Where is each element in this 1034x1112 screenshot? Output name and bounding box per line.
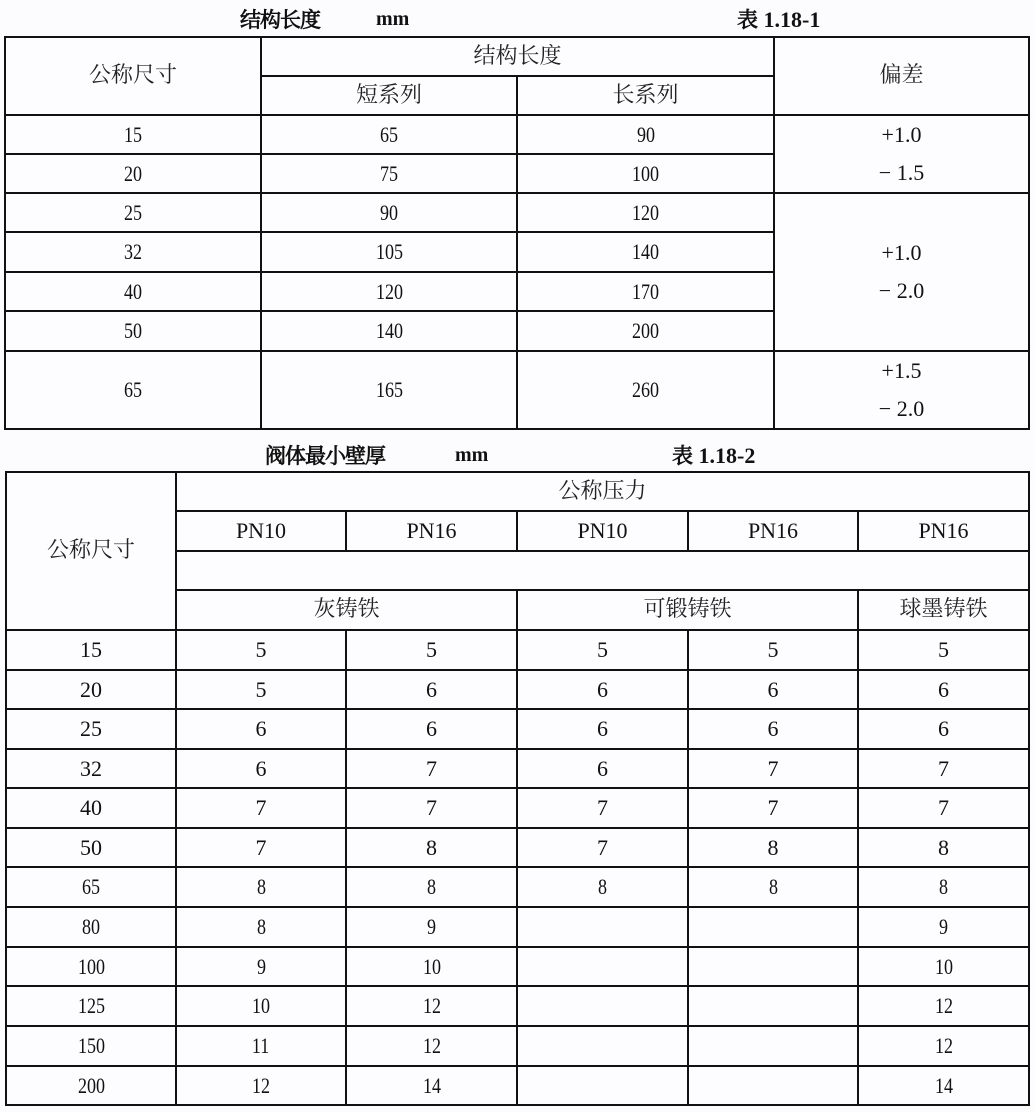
table-row xyxy=(6,630,1029,670)
cell-long: 260 xyxy=(517,351,774,429)
cell-value: 10 xyxy=(858,947,1029,986)
header-material-gray-iron: 灰铸铁 xyxy=(176,590,517,630)
table-row xyxy=(6,867,1029,907)
cell-value: 14 xyxy=(346,1066,517,1105)
header-empty-row xyxy=(176,551,1029,590)
cell-value xyxy=(688,986,858,1026)
table-row xyxy=(6,749,1029,788)
table2-number-value: 1.18-2 xyxy=(698,443,756,468)
cell-value: 12 xyxy=(346,1026,517,1066)
cell-value: 9 xyxy=(858,907,1029,947)
cell-value: 7 xyxy=(858,788,1029,828)
cell-value: 9 xyxy=(176,947,346,986)
header-long-series: 长系列 xyxy=(517,76,774,115)
table-row xyxy=(5,115,1029,154)
cell-value: 6 xyxy=(346,709,517,749)
table-row xyxy=(6,670,1029,709)
cell-short: 165 xyxy=(261,351,517,429)
cell-value: 12 xyxy=(858,986,1029,1026)
cell-size: 65 xyxy=(5,351,261,429)
table-row xyxy=(5,351,1029,429)
table2-number-prefix: 表 xyxy=(672,444,693,468)
cell-value: 6 xyxy=(688,670,858,709)
table-row xyxy=(6,986,1029,1026)
cell-value: 12 xyxy=(858,1026,1029,1066)
cell-value: 14 xyxy=(858,1066,1029,1105)
cell-value: 5 xyxy=(346,630,517,670)
cell-size: 125 xyxy=(6,986,176,1026)
cell-value: 8 xyxy=(517,867,688,907)
cell-value: 8 xyxy=(176,867,346,907)
cell-value: 9 xyxy=(346,907,517,947)
cell-size: 100 xyxy=(6,947,176,986)
cell-value: 10 xyxy=(176,986,346,1026)
cell-value xyxy=(517,1026,688,1066)
cell-value: 8 xyxy=(688,867,858,907)
cell-short: 105 xyxy=(261,232,517,272)
cell-size: 200 xyxy=(6,1066,176,1105)
cell-value: 6 xyxy=(858,670,1029,709)
table-row xyxy=(6,907,1029,947)
table-row xyxy=(6,788,1029,828)
cell-value xyxy=(517,986,688,1026)
cell-size: 32 xyxy=(5,232,261,272)
header-material-malleable-iron: 可锻铸铁 xyxy=(517,590,858,630)
cell-value: 6 xyxy=(517,709,688,749)
table1-unit: mm xyxy=(376,8,410,30)
cell-value: 8 xyxy=(176,907,346,947)
cell-value: 5 xyxy=(517,630,688,670)
table-row xyxy=(6,947,1029,986)
cell-value: 7 xyxy=(517,788,688,828)
cell-long: 170 xyxy=(517,272,774,311)
cell-value: 8 xyxy=(858,867,1029,907)
cell-size: 150 xyxy=(6,1026,176,1066)
cell-long: 140 xyxy=(517,232,774,272)
header-pressure: PN16 xyxy=(858,511,1029,551)
table1-number-prefix: 表 xyxy=(737,8,758,32)
header-pressure: PN16 xyxy=(688,511,858,551)
cell-value: 6 xyxy=(517,670,688,709)
cell-long: 120 xyxy=(517,193,774,232)
cell-value: 8 xyxy=(688,828,858,867)
cell-value: 6 xyxy=(858,709,1029,749)
cell-size: 15 xyxy=(5,115,261,154)
cell-size: 32 xyxy=(6,749,176,788)
cell-size: 80 xyxy=(6,907,176,947)
cell-size: 65 xyxy=(6,867,176,907)
min-wall-thickness-table xyxy=(5,471,1030,1106)
cell-short: 65 xyxy=(261,115,517,154)
table1-caption xyxy=(0,2,1034,36)
cell-size: 25 xyxy=(6,709,176,749)
structure-length-table xyxy=(4,36,1030,430)
cell-value xyxy=(517,947,688,986)
header-pressure: PN16 xyxy=(346,511,517,551)
cell-size: 50 xyxy=(6,828,176,867)
cell-size: 40 xyxy=(5,272,261,311)
cell-value xyxy=(517,907,688,947)
table1-number-value: 1.18-1 xyxy=(763,7,821,32)
cell-value: 7 xyxy=(346,749,517,788)
cell-value: 6 xyxy=(176,749,346,788)
cell-long: 90 xyxy=(517,115,774,154)
cell-size: 50 xyxy=(5,311,261,351)
cell-value: 6 xyxy=(517,749,688,788)
table1-number xyxy=(737,4,820,34)
cell-size: 15 xyxy=(6,630,176,670)
cell-value: 5 xyxy=(858,630,1029,670)
cell-value xyxy=(688,947,858,986)
header-structure-length: 结构长度 xyxy=(261,37,774,76)
cell-value: 7 xyxy=(176,788,346,828)
cell-value: 7 xyxy=(688,788,858,828)
table2-title: 阀体最小壁厚 xyxy=(265,444,385,468)
cell-value: 5 xyxy=(688,630,858,670)
header-deviation: 偏差 xyxy=(774,37,1029,115)
cell-value: 6 xyxy=(688,709,858,749)
cell-short: 90 xyxy=(261,193,517,232)
cell-value: 6 xyxy=(176,709,346,749)
cell-value: 7 xyxy=(517,828,688,867)
cell-value: 12 xyxy=(346,986,517,1026)
cell-value xyxy=(688,1066,858,1105)
cell-value: 11 xyxy=(176,1026,346,1066)
cell-value: 6 xyxy=(346,670,517,709)
cell-deviation: +1.5 − 2.0 xyxy=(774,351,1029,429)
header-nominal-pressure: 公称压力 xyxy=(176,472,1029,511)
header-pressure: PN10 xyxy=(176,511,346,551)
cell-deviation: +1.0 − 1.5 xyxy=(774,115,1029,193)
cell-value: 5 xyxy=(176,630,346,670)
cell-value: 5 xyxy=(176,670,346,709)
cell-value: 8 xyxy=(858,828,1029,867)
cell-size: 25 xyxy=(5,193,261,232)
table-row xyxy=(6,828,1029,867)
cell-short: 120 xyxy=(261,272,517,311)
cell-deviation: +1.0 − 2.0 xyxy=(774,193,1029,351)
cell-value: 7 xyxy=(858,749,1029,788)
cell-value: 8 xyxy=(346,867,517,907)
cell-value: 8 xyxy=(346,828,517,867)
cell-short: 140 xyxy=(261,311,517,351)
cell-value xyxy=(517,1066,688,1105)
cell-value: 7 xyxy=(688,749,858,788)
header-material-ductile-iron: 球墨铸铁 xyxy=(858,590,1029,630)
table-row xyxy=(6,1026,1029,1066)
table-row xyxy=(6,709,1029,749)
table2-caption xyxy=(0,438,1034,472)
cell-long: 100 xyxy=(517,154,774,193)
table-row xyxy=(6,1066,1029,1105)
header-nominal-size: 公称尺寸 xyxy=(6,472,176,630)
header-nominal-size: 公称尺寸 xyxy=(5,37,261,115)
table1-title: 结构长度 xyxy=(240,8,320,32)
cell-value: 12 xyxy=(176,1066,346,1105)
cell-long: 200 xyxy=(517,311,774,351)
cell-value xyxy=(688,907,858,947)
table2-unit: mm xyxy=(455,444,489,466)
cell-size: 20 xyxy=(6,670,176,709)
table2-number xyxy=(672,440,755,470)
cell-value: 10 xyxy=(346,947,517,986)
cell-value: 7 xyxy=(176,828,346,867)
cell-value: 7 xyxy=(346,788,517,828)
cell-size: 20 xyxy=(5,154,261,193)
cell-size: 40 xyxy=(6,788,176,828)
header-pressure: PN10 xyxy=(517,511,688,551)
header-short-series: 短系列 xyxy=(261,76,517,115)
cell-short: 75 xyxy=(261,154,517,193)
table-row xyxy=(5,193,1029,232)
cell-value xyxy=(688,1026,858,1066)
